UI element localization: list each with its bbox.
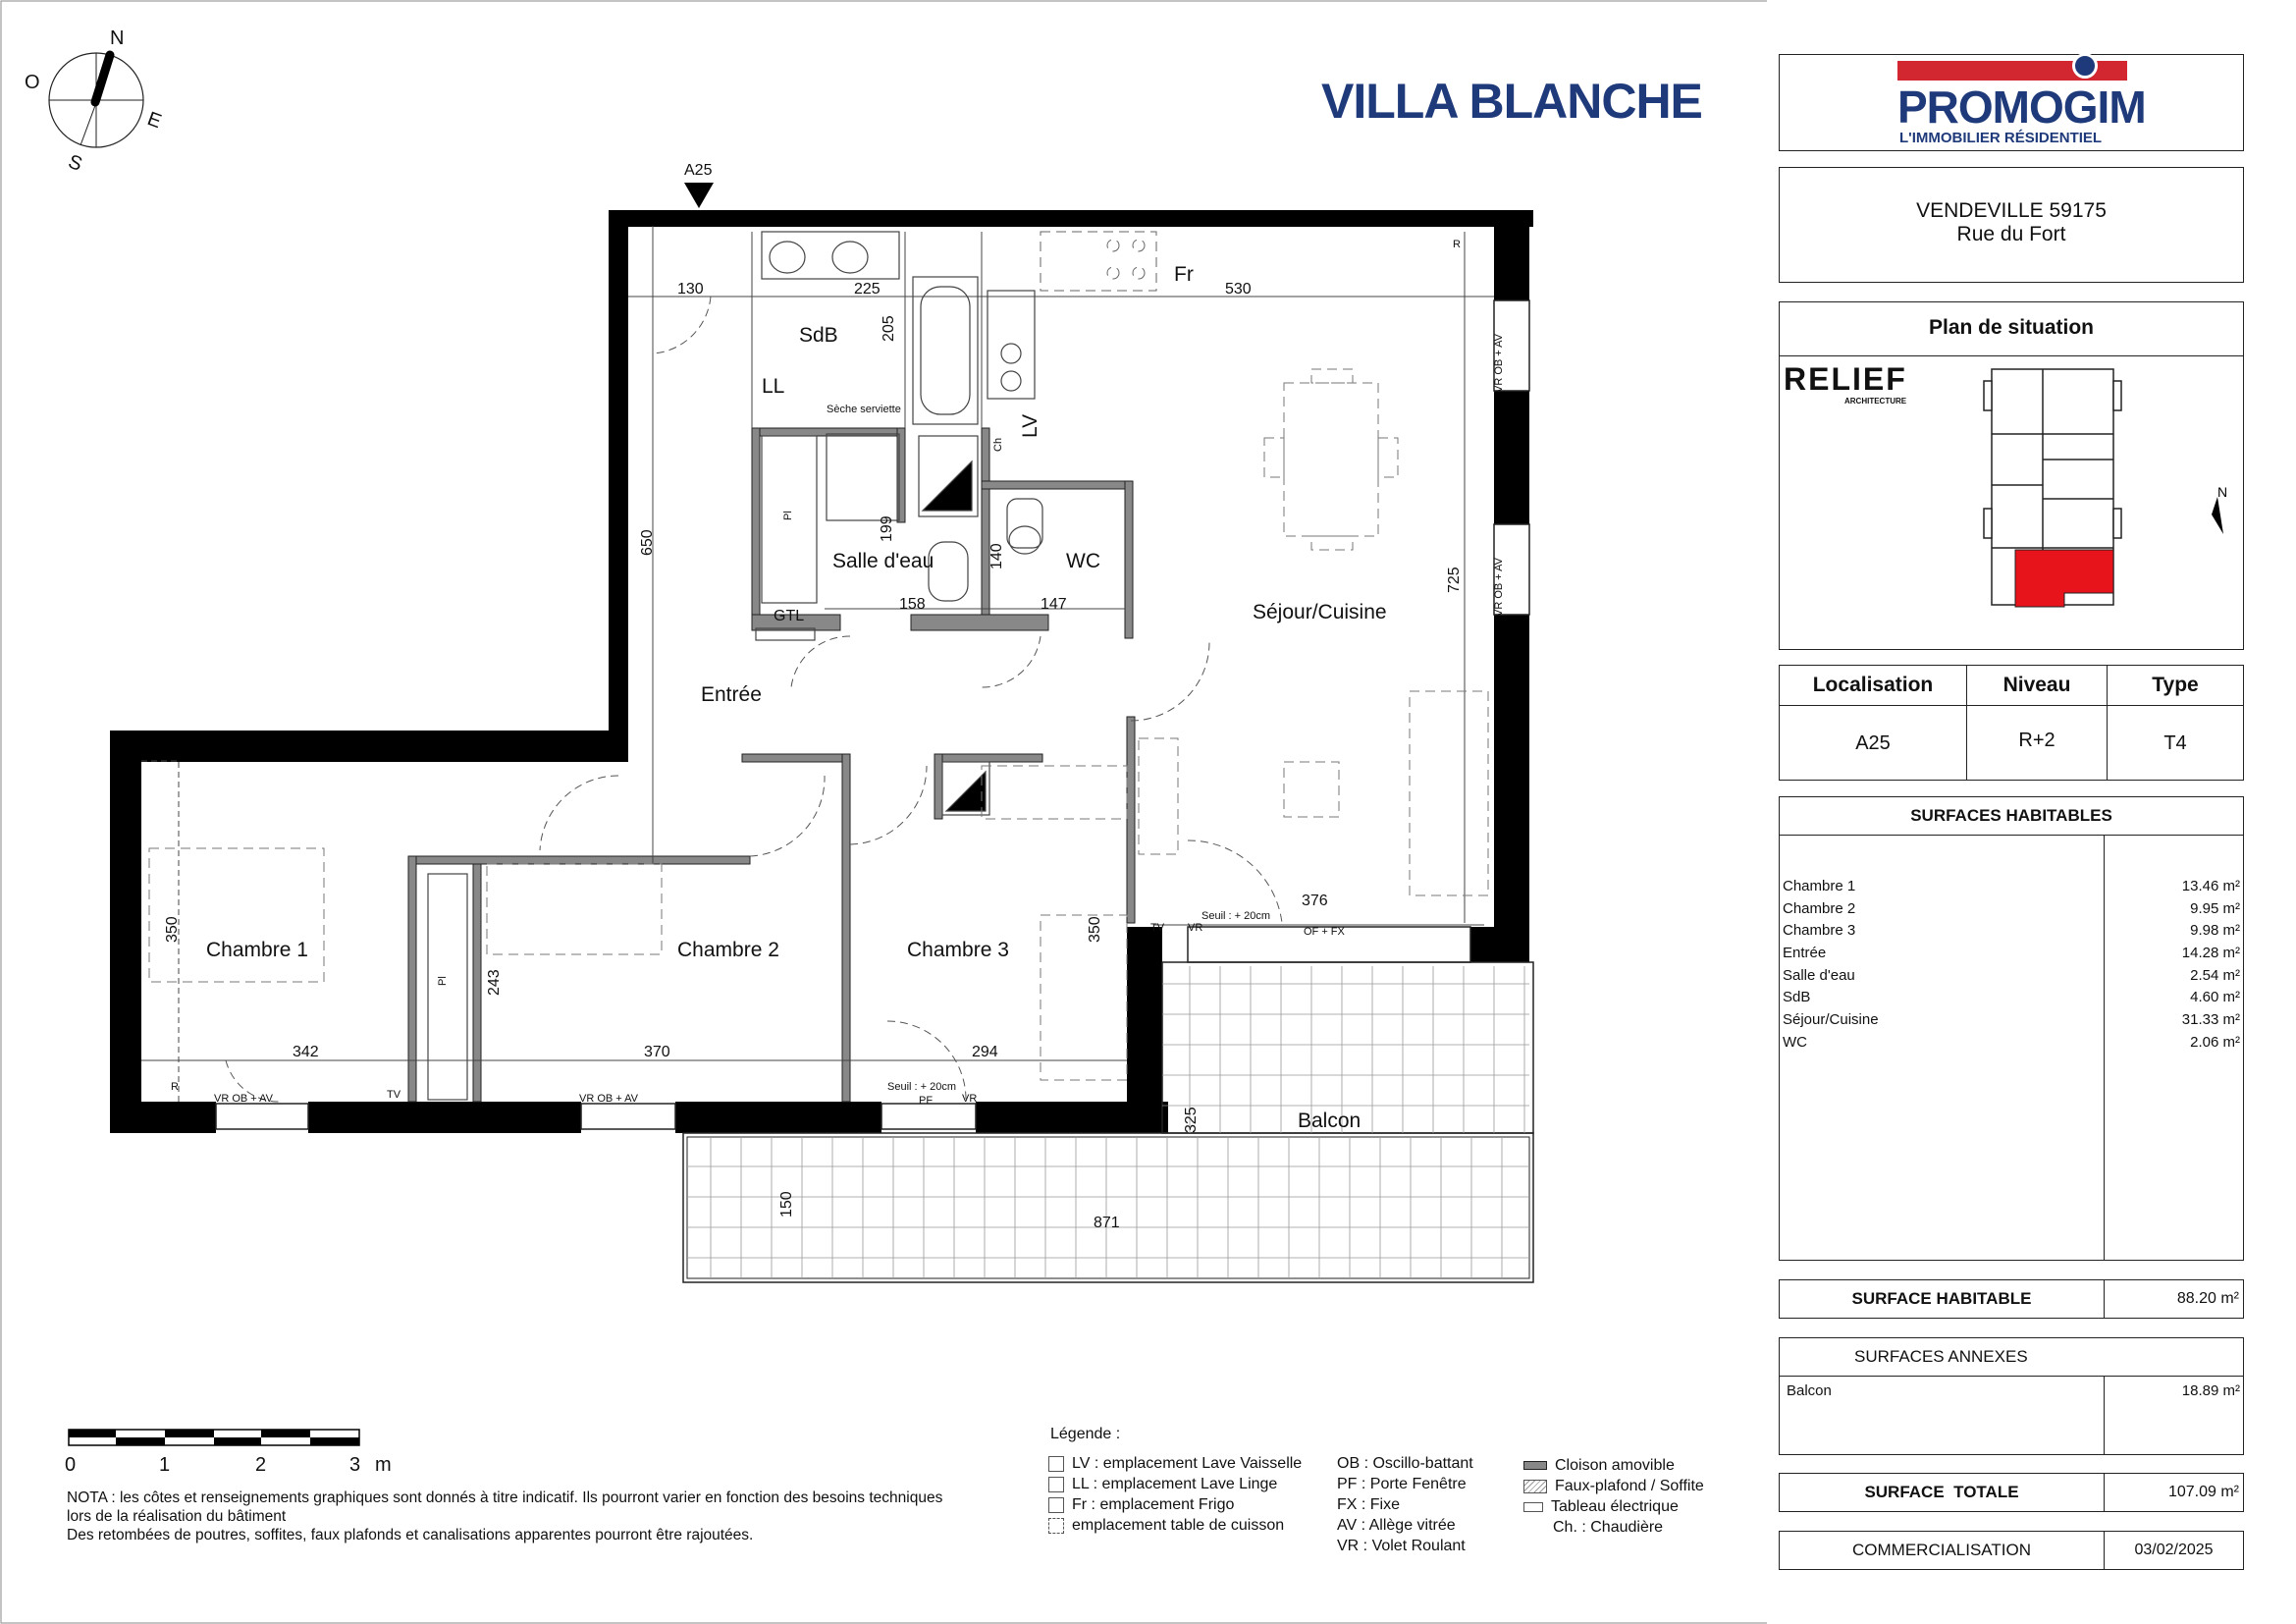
room-entree: Entrée — [701, 683, 762, 706]
svg-text:TV: TV — [387, 1089, 401, 1101]
svg-text:376: 376 — [1302, 893, 1328, 909]
surface-name: WC — [1783, 1033, 1807, 1051]
svg-text:130: 130 — [677, 281, 704, 298]
info-table — [1779, 665, 2244, 781]
room-wc: WC — [1066, 550, 1100, 572]
svg-text:350: 350 — [1087, 916, 1103, 943]
fixtures — [428, 232, 1042, 1100]
address-line2: Rue du Fort — [1956, 223, 2066, 245]
annexe-name: Balcon — [1787, 1382, 1832, 1399]
room-gtl: GTL — [774, 608, 805, 624]
legend — [1048, 1424, 1735, 1571]
legend-fr: Fr : emplacement Frigo — [1072, 1496, 1235, 1513]
architect-sub: ARCHITECTURE — [1844, 397, 1907, 406]
surface-value: 4.60 m² — [2190, 989, 2240, 1006]
info-value-type: T4 — [2163, 732, 2187, 754]
svg-text:325: 325 — [1183, 1107, 1200, 1133]
surfaces-habitables — [1779, 796, 2244, 1261]
info-header-niveau: Niveau — [1967, 666, 2108, 705]
surface-name: Chambre 3 — [1783, 922, 1856, 940]
situation-north: N — [2217, 484, 2228, 500]
annexe-value: 18.89 m² — [2181, 1382, 2240, 1399]
svg-text:158: 158 — [899, 596, 926, 613]
legend-ob: OB : Oscillo-battant — [1337, 1455, 1473, 1472]
svg-text:199: 199 — [879, 515, 895, 542]
nota-line1: NOTA : les côtes et renseignements graphiques sont donnés à titre indicatif. Ils pourront varier en fonction des besoins techniques — [67, 1489, 943, 1506]
surface-value: 13.46 m² — [2181, 878, 2240, 894]
interior-partitions — [408, 428, 1135, 1102]
surface-row — [1780, 1032, 2243, 1055]
room-chambre2: Chambre 2 — [677, 939, 779, 961]
legend-chaudiere: Ch. : Chaudière — [1553, 1519, 1664, 1536]
surface-totale-label: SURFACE TOTALE — [1780, 1474, 2105, 1511]
room-sejour: Séjour/Cuisine — [1253, 601, 1387, 623]
surface-row — [1780, 987, 2243, 1009]
ll-symbol-icon — [1048, 1477, 1064, 1492]
surface-totale — [1779, 1473, 2244, 1512]
svg-text:A25: A25 — [684, 162, 713, 179]
surface-value: 9.95 m² — [2190, 899, 2240, 917]
annexe-row-balcon — [1780, 1380, 2243, 1403]
compass-n: N — [110, 27, 125, 49]
surface-totale-value: 107.09 m² — [2167, 1484, 2239, 1500]
info-header-localisation: Localisation — [1780, 666, 1967, 705]
promoter-tagline: L'IMMOBILIER RÉSIDENTIEL — [1899, 130, 2103, 146]
surfaces-divider — [2104, 835, 2105, 1260]
surface-row — [1780, 1009, 2243, 1032]
project-title: VILLA BLANCHE — [1321, 74, 1702, 129]
window-annotations — [171, 239, 1505, 1107]
svg-text:R: R — [171, 1081, 179, 1093]
false-ceiling-icon — [1523, 1480, 1547, 1493]
surfaces-annexes-title: SURFACES ANNEXES — [1780, 1338, 2243, 1377]
info-header-type: Type — [2152, 674, 2199, 696]
svg-text:0: 0 — [65, 1454, 77, 1476]
promoter-logo-dot — [2072, 53, 2098, 79]
legend-col3 — [1523, 1455, 1704, 1538]
svg-text:342: 342 — [293, 1044, 319, 1060]
commercialisation-value: 03/02/2025 — [2134, 1542, 2214, 1558]
architect-logo: RELIEF — [1784, 361, 1907, 397]
surface-row — [1780, 920, 2243, 943]
annexes-divider — [2104, 1376, 2105, 1454]
room-salle-eau: Salle d'eau — [832, 550, 934, 572]
svg-text:m: m — [375, 1454, 392, 1476]
situation-title: Plan de situation — [1780, 302, 2243, 356]
electric-panel-icon — [1523, 1502, 1543, 1512]
legend-col2 — [1337, 1453, 1473, 1556]
svg-text:350: 350 — [164, 916, 181, 943]
room-ll: LL — [762, 375, 785, 398]
nota — [67, 1489, 1048, 1544]
legend-title: Légende : — [1050, 1426, 1121, 1442]
svg-text:2: 2 — [255, 1454, 267, 1476]
situation-map — [1780, 361, 2241, 646]
legend-col1 — [1048, 1453, 1302, 1536]
legend-cloison: Cloison amovible — [1555, 1457, 1675, 1474]
surface-value: 9.98 m² — [2190, 922, 2240, 940]
info-table-header — [1780, 666, 2243, 706]
room-chambre1: Chambre 1 — [206, 939, 308, 961]
removable-partition-icon — [1523, 1461, 1547, 1470]
room-balcon: Balcon — [1298, 1110, 1362, 1132]
svg-text:1: 1 — [159, 1454, 171, 1476]
surface-row — [1780, 898, 2243, 921]
svg-text:225: 225 — [854, 281, 881, 298]
surface-habitable-value: 88.20 m² — [2176, 1290, 2239, 1307]
kitchen — [1041, 232, 1156, 291]
compass — [25, 27, 164, 176]
room-fr: Fr — [1174, 263, 1194, 286]
surface-row — [1780, 943, 2243, 965]
surface-name: Chambre 2 — [1783, 899, 1856, 917]
nota-line2: lors de la réalisation du bâtiment — [67, 1508, 287, 1525]
lot-marker — [684, 162, 714, 208]
surfaces-list — [1780, 836, 2243, 1055]
svg-text:294: 294 — [972, 1044, 998, 1060]
svg-text:VR OB + AV: VR OB + AV — [1493, 333, 1505, 393]
svg-text:VR OB + AV: VR OB + AV — [214, 1093, 274, 1105]
surface-value: 2.54 m² — [2190, 966, 2240, 984]
surfaces-annexes — [1779, 1337, 2244, 1455]
situation-box — [1779, 301, 2244, 650]
svg-text:R: R — [1453, 239, 1461, 250]
svg-text:TV: TV — [1150, 922, 1165, 934]
promoter-name: PROMOGIM — [1897, 81, 2146, 133]
room-sdb: SdB — [799, 324, 838, 347]
svg-text:530: 530 — [1225, 281, 1252, 298]
address-box — [1779, 167, 2244, 283]
label-pl1: Pl — [782, 511, 794, 520]
svg-text:150: 150 — [778, 1191, 795, 1218]
compass-o: O — [25, 72, 40, 93]
svg-text:VR OB + AV: VR OB + AV — [1493, 557, 1505, 617]
legend-av: AV : Allège vitrée — [1337, 1517, 1456, 1534]
surface-name: Séjour/Cuisine — [1783, 1011, 1879, 1029]
nota-line3: Des retombées de poutres, soffites, faux plafonds et canalisations apparentes pourront être rajoutées. — [67, 1527, 754, 1543]
legend-lv: LV : emplacement Lave Vaisselle — [1072, 1455, 1303, 1472]
room-lv: LV — [1019, 413, 1041, 438]
promoter-box — [1779, 54, 2244, 151]
room-chambre3: Chambre 3 — [907, 939, 1009, 961]
svg-text:871: 871 — [1094, 1215, 1120, 1231]
surface-row — [1780, 876, 2243, 898]
surface-name: Salle d'eau — [1783, 966, 1855, 984]
legend-pf: PF : Porte Fenêtre — [1337, 1476, 1467, 1492]
compass-s: S — [65, 150, 85, 176]
legend-cooktop: emplacement table de cuisson — [1072, 1517, 1285, 1534]
address-line1: VENDEVILLE 59175 — [1916, 199, 2107, 222]
surface-value: 14.28 m² — [2181, 945, 2240, 962]
scale-bar — [65, 1430, 392, 1476]
exterior-walls — [110, 210, 1533, 1133]
info-table-values — [1780, 706, 2243, 781]
svg-text:OF + FX: OF + FX — [1304, 926, 1345, 938]
furniture — [149, 369, 1488, 1080]
lv-symbol-icon — [1048, 1456, 1064, 1472]
surface-habitable-label: SURFACE HABITABLE — [1780, 1280, 2105, 1318]
svg-text:147: 147 — [1041, 596, 1067, 613]
legend-vr: VR : Volet Roulant — [1337, 1538, 1466, 1554]
room-labels — [206, 263, 1387, 1132]
compass-e: E — [144, 108, 165, 134]
cooktop-symbol-icon — [1048, 1518, 1064, 1534]
info-value-niveau: R+2 — [1967, 706, 2108, 781]
svg-text:PF: PF — [919, 1095, 934, 1107]
label-pl2: Pl — [437, 976, 449, 986]
svg-text:650: 650 — [639, 529, 656, 556]
surface-name: SdB — [1783, 989, 1811, 1006]
plan-linework — [141, 226, 1494, 1102]
label-seche: Sèche serviette — [827, 404, 901, 415]
svg-text:243: 243 — [486, 969, 503, 996]
surfaces-habitables-title: SURFACES HABITABLES — [1780, 797, 2243, 836]
svg-text:205: 205 — [881, 315, 897, 342]
svg-text:Seuil : + 20cm: Seuil : + 20cm — [887, 1081, 957, 1093]
commercialisation-label: COMMERCIALISATION — [1780, 1532, 2105, 1569]
surface-value: 2.06 m² — [2190, 1033, 2240, 1051]
info-value-localisation: A25 — [1780, 706, 1967, 781]
svg-text:VR: VR — [1188, 922, 1203, 934]
svg-text:Seuil : + 20cm: Seuil : + 20cm — [1201, 910, 1271, 922]
legend-tableau: Tableau électrique — [1551, 1498, 1679, 1515]
room-ch: Ch — [992, 437, 1004, 452]
surface-row — [1780, 965, 2243, 988]
surface-name: Chambre 1 — [1783, 878, 1856, 894]
commercialisation — [1779, 1531, 2244, 1570]
surface-habitable-total — [1779, 1279, 2244, 1319]
svg-text:370: 370 — [644, 1044, 670, 1060]
surface-value: 31.33 m² — [2181, 1011, 2240, 1029]
surface-name: Entrée — [1783, 945, 1827, 962]
legend-fx: FX : Fixe — [1337, 1496, 1401, 1513]
fr-symbol-icon — [1048, 1497, 1064, 1513]
svg-text:VR: VR — [962, 1093, 978, 1105]
legend-faux-plafond: Faux-plafond / Soffite — [1555, 1478, 1704, 1494]
svg-text:3: 3 — [349, 1454, 361, 1476]
svg-text:VR OB + AV: VR OB + AV — [579, 1093, 639, 1105]
svg-text:140: 140 — [988, 543, 1005, 569]
legend-ll: LL : emplacement Lave Linge — [1072, 1476, 1278, 1492]
svg-text:725: 725 — [1446, 567, 1463, 593]
